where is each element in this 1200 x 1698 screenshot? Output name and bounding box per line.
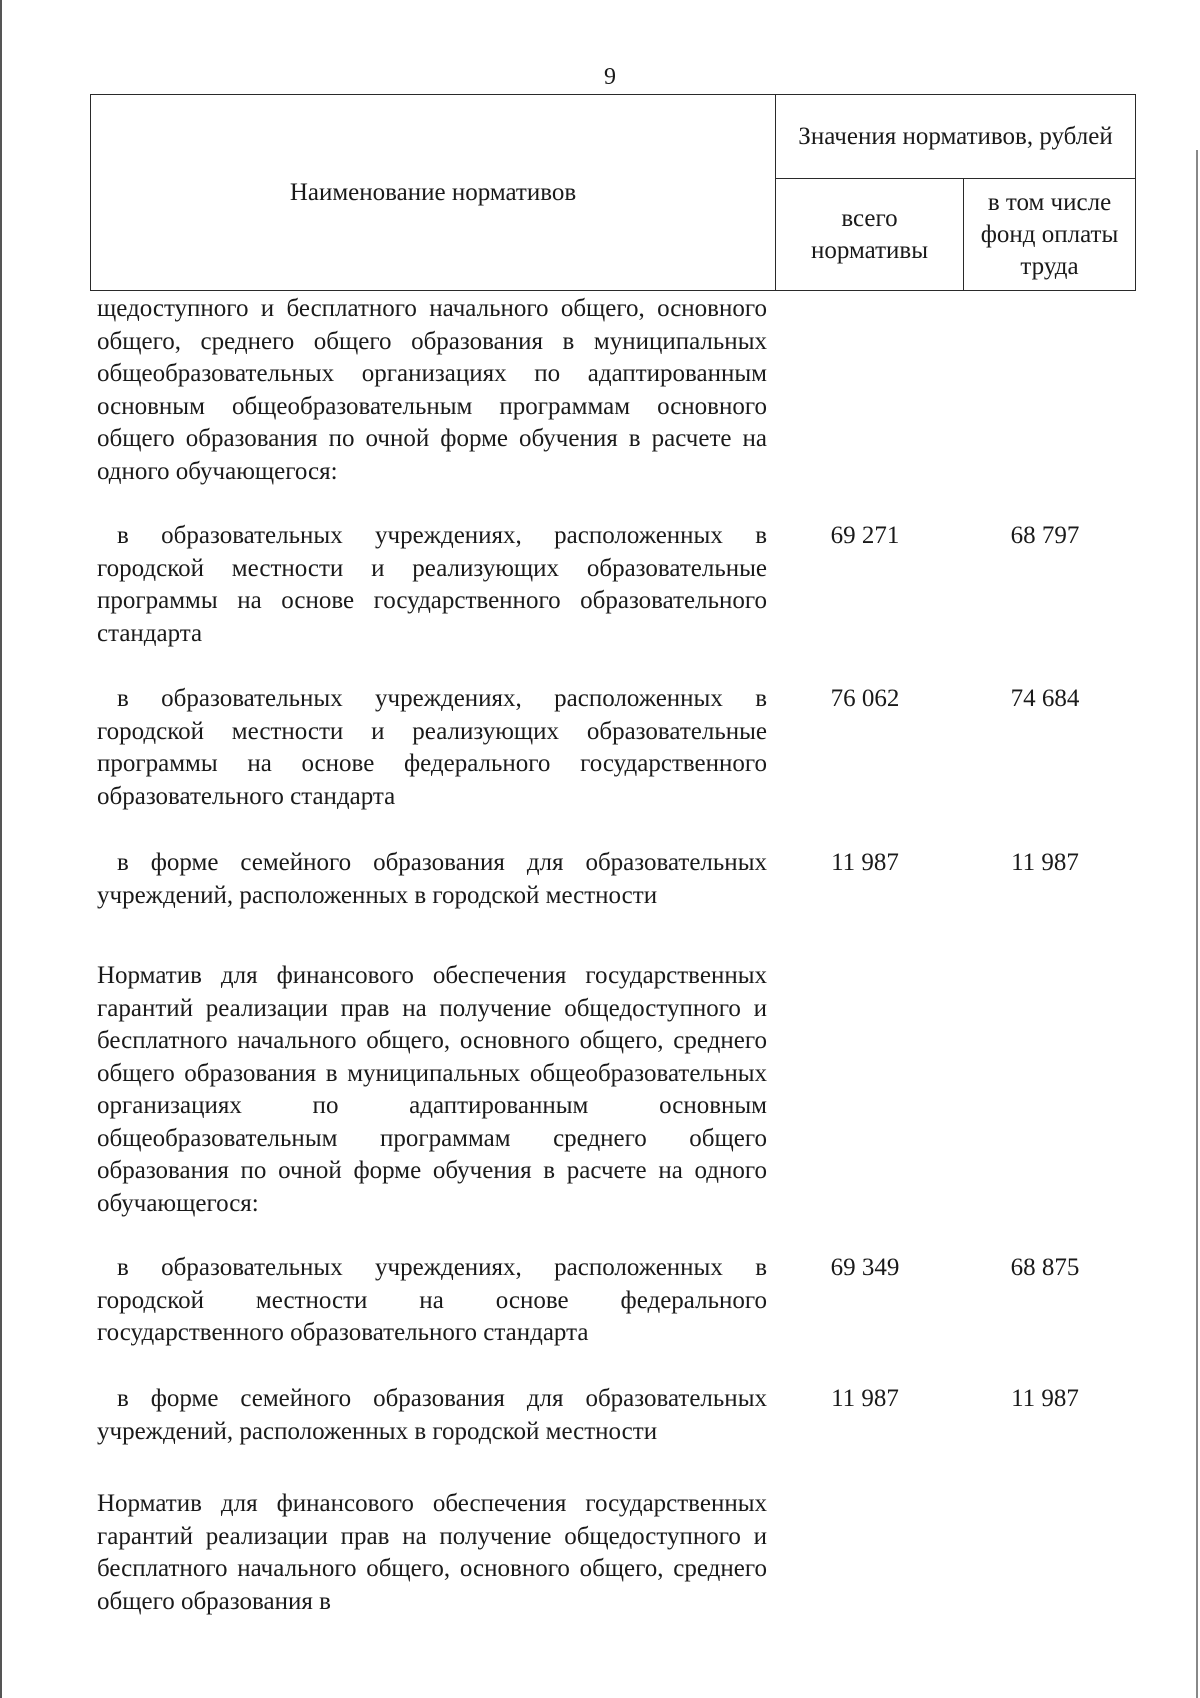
- row-text: Норматив для финансового обеспечения государственных гарантий реализации прав на получение общедоступного и бесплатного начального общего, основного общего, среднего общего образования в: [97, 1490, 767, 1615]
- row-text: в образовательных учреждениях, расположенных в городской местности и реализующих образовательные программы на основе федерального государственного образовательного стандарта: [97, 685, 767, 810]
- row-total-value: 76 062: [830, 685, 900, 712]
- header-total-column: всего нормативы: [776, 179, 964, 291]
- scan-edge-left: [0, 0, 2, 1698]
- table-row: [97, 960, 767, 1220]
- table-row: [97, 1252, 767, 1350]
- row-total-value: 69 271: [830, 522, 900, 549]
- table-row: [97, 847, 767, 912]
- row-text: щедоступного и бесплатного начального общего, основного общего, среднего общего образования в муниципальных общеобразовательных организациях по адаптированным основным общеобразовательным программам основного общего образования по очной форме обучения в расчете на одного обучающегося:: [97, 295, 767, 485]
- row-wage-fund-value: 74 684: [1010, 685, 1080, 712]
- scan-edge-right: [1196, 150, 1198, 1698]
- row-text: в форме семейного образования для образовательных учреждений, расположенных в городской местности: [97, 849, 767, 909]
- row-wage-fund-value: 68 875: [1010, 1254, 1080, 1281]
- table-row: [97, 1488, 767, 1618]
- table-row: [97, 683, 767, 813]
- row-wage-fund-value: 11 987: [1011, 1385, 1079, 1412]
- row-text: в форме семейного образования для образовательных учреждений, расположенных в городской местности: [97, 1385, 767, 1445]
- row-total-value: 69 349: [830, 1254, 900, 1281]
- header-values-group: Значения нормативов, рублей: [776, 95, 1136, 179]
- row-total-value: 11 987: [831, 1385, 899, 1412]
- table-row: [97, 293, 767, 488]
- row-text: в образовательных учреждениях, расположенных в городской местности и реализующих образовательные программы на основе государственного образовательного стандарта: [97, 522, 767, 647]
- table-row: [97, 520, 767, 650]
- table-row: [97, 1383, 767, 1448]
- header-name-column: Наименование нормативов: [91, 95, 776, 291]
- row-text: Норматив для финансового обеспечения государственных гарантий реализации прав на получение общедоступного и бесплатного начального общего, основного общего, среднего общего образования в муниципальных общеобразовательных организациях по адаптированным основным общеобразовательным программам среднего общего образования по очной форме обучения в расчете на одного обучающегося:: [97, 962, 767, 1217]
- row-total-value: 11 987: [831, 849, 899, 876]
- page-number: 9: [604, 64, 616, 90]
- row-wage-fund-value: 68 797: [1010, 522, 1080, 549]
- row-text: в образовательных учреждениях, расположенных в городской местности на основе федерального государственного образовательного стандарта: [97, 1254, 767, 1346]
- header-wage-fund-column: в том числе фонд оплаты труда: [964, 179, 1136, 291]
- row-wage-fund-value: 11 987: [1011, 849, 1079, 876]
- table-header: [90, 94, 1136, 291]
